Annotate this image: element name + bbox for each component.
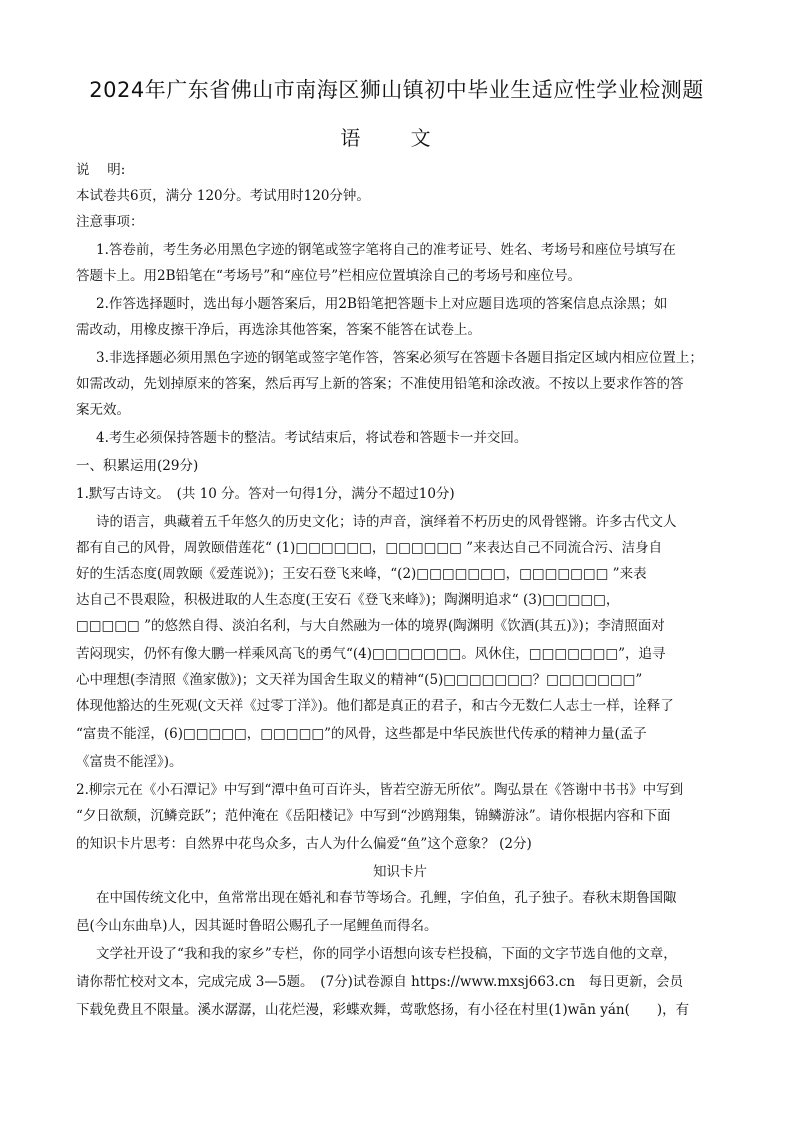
passage-intro-line-2: 请你帮忙校对文本，完成完成 3—5题。 (7分)试卷源自 https://www.mxsj663.cn 每日更新，会员 xyxy=(76,974,684,990)
q1-paragraph-line: 好的生活态度(周敦颐《爱莲说》)；王安石登飞来峰，“(2)□□□□□□□，□□□□□□□ ”来表 xyxy=(76,566,647,582)
question-2-line-3: 的知识卡片思考：自然界中花鸟众多，古人为什么偏爱“鱼”这个意象？ (2分) xyxy=(76,836,532,852)
question-2-line-1: 2.柳宗元在《小石潭记》中写到“潭中鱼可百许头，皆若空游无所依”。陶弘景在《答谢中书书》中写到 xyxy=(76,782,684,798)
note-2-line-1: 2.作答选择题时，选出每小题答案后，用2B铅笔把答题卡上对应题目选项的答案信息点涂黑；如 xyxy=(96,296,668,312)
instructions-heading: 说 明: xyxy=(76,162,126,178)
q1-paragraph-line: “富贵不能淫，(6)□□□□□，□□□□□”的风骨，这些都是中华民族世代传承的精神力量(孟子 xyxy=(76,726,647,742)
section-1-heading: 一、积累运用(29分) xyxy=(76,458,199,474)
knowledge-card-line-1: 在中国传统文化中，鱼常常出现在婚礼和春节等场合。孔鲤，字伯鱼，孔子独子。春秋末期鲁国陬 xyxy=(96,890,677,906)
q1-paragraph-line: 诗的语言，典藏着五千年悠久的历史文化；诗的声音，演绎着不朽历史的风骨铿锵。许多古代文人 xyxy=(96,514,677,530)
question-2-line-2: “夕日欲颓，沉鳞竞跃”；范仲淹在《岳阳楼记》中写到“沙鸥翔集，锦鳞游泳”。请你根据内容和下面 xyxy=(76,808,671,824)
knowledge-card-line-2: 邑(今山东曲阜)人，因其诞时鲁昭公赐孔子一尾鲤鱼而得名。 xyxy=(76,918,438,934)
q1-paragraph-line: □□□□□ ”的悠然自得、淡泊名利，与大自然融为一体的境界(陶渊明《饮酒(其五)》)；李清照面对 xyxy=(76,618,665,634)
q1-paragraph-line: 体现他豁达的生死观(文天祥《过零丁洋》)。他们都是真正的君子，和古今无数仁人志士一样，诠释了 xyxy=(76,698,674,714)
notes-heading: 注意事项： xyxy=(76,214,144,230)
note-3-line-2: 如需改动，先划掉原来的答案，然后再写上新的答案；不准使用铅笔和涂改液。不按以上要求作答的答 xyxy=(76,376,684,392)
passage-intro-line-1: 文学社开设了“我和我的家乡”专栏，你的同学小语想向该专栏投稿，下面的文字节选自他的文章， xyxy=(96,946,677,962)
note-1-line-1: 1.答卷前，考生务必用黑色字迹的钢笔或签字笔将自己的准考证号、姓名、考场号和座位号填写在 xyxy=(96,242,676,258)
q1-paragraph-line: 都有自己的风骨，周敦颐借莲花“ (1)□□□□□□，□□□□□□ ”来表达自己不同流合污、洁身自 xyxy=(76,540,663,556)
note-3-line-3: 案无效。 xyxy=(76,402,130,418)
note-4-line: 4.考生必须保持答题卡的整洁。考试结束后，将试卷和答题卡一并交回。 xyxy=(96,430,528,446)
question-1-heading: 1.默写古诗文。 (共 10 分。答对一句得1分，满分不超过10分) xyxy=(76,486,455,502)
q1-paragraph-line: 《富贵不能淫》)。 xyxy=(76,754,183,770)
exam-title: 2024年广东省佛山市南海区狮山镇初中毕业生适应性学业检测题 xyxy=(89,78,704,102)
note-2-line-2: 需改动，用橡皮擦干净后，再选涂其他答案，答案不能答在试卷上。 xyxy=(76,322,481,338)
q1-paragraph-line: 苦闷现实，仍怀有像大鹏一样乘风高飞的勇气“(4)□□□□□□□。风休住，□□□□□□□”，追寻 xyxy=(76,646,666,662)
note-1-line-2: 答题卡上。用2B铅笔在“考场号”和“座位号”栏相应位置填涂自己的考场号和座位号。 xyxy=(76,268,582,284)
q1-paragraph-line: 达自己不畏艰险，积极进取的人生态度(王安石《登飞来峰》)；陶渊明追求“ (3)□□□□□， xyxy=(76,592,620,608)
knowledge-card-title: 知识卡片 xyxy=(373,864,427,880)
subject-heading: 语 文 xyxy=(340,126,453,150)
passage-intro-line-3: 下载免费且不限量。溪水潺潺，山花烂漫，彩蝶欢舞，莺歌悠扬，有小径在村里(1)wān yán( )，有 xyxy=(76,1002,690,1018)
note-3-line-1: 3.非选择题必须用黑色字迹的钢笔或签字笔作答，答案必须写在答题卡各题目指定区域内相应位置上； xyxy=(96,350,703,366)
q1-paragraph-line: 心中理想(李清照《渔家傲》)；文天祥为国舍生取义的精神“(5)□□□□□□□？□□□□□□□” xyxy=(76,672,643,688)
exam-info-line: 本试卷共6页，满分 120分。考试用时120分钟。 xyxy=(76,188,370,204)
